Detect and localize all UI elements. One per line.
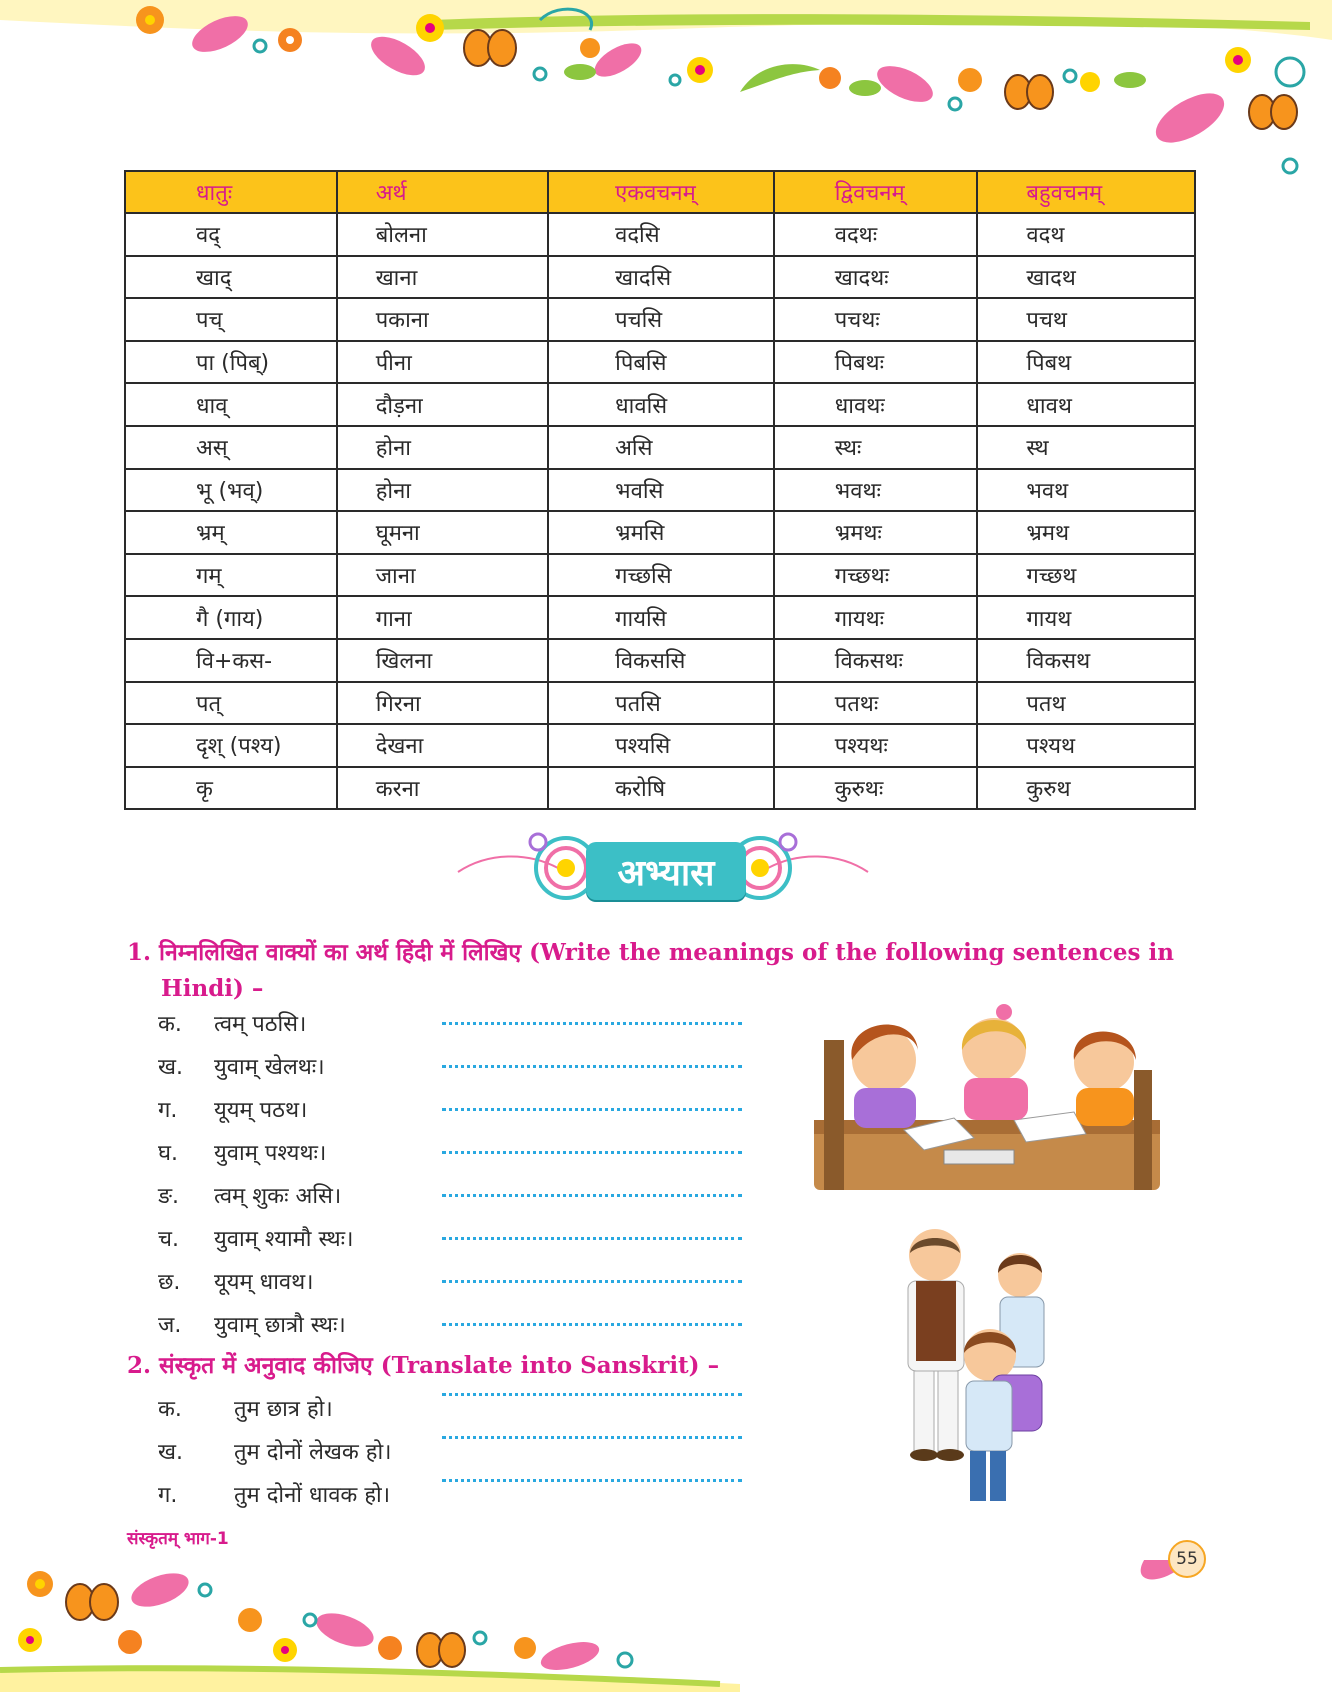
table-cell: पतथः [774, 682, 978, 725]
table-cell: विकसथः [774, 639, 978, 682]
question-2-title: 2. संस्कृत में अनुवाद कीजिए (Translate into Sanskrit) – [127, 1352, 720, 1379]
swirl-icon [254, 9, 1304, 173]
item-label: क. [158, 1012, 182, 1037]
table-cell: वदसि [548, 213, 774, 256]
page-number: 55 [1168, 1540, 1206, 1578]
table-cell: भ्रम् [125, 511, 337, 554]
table-cell: बोलना [337, 213, 548, 256]
question-1-title [127, 935, 1197, 1007]
item-text: यूयम् पठथ। [214, 1098, 308, 1123]
table-cell: पश्यथः [774, 724, 978, 767]
butterfly-icon [66, 1584, 465, 1667]
table-cell: पत् [125, 682, 337, 725]
item-label: ख. [158, 1440, 183, 1465]
table-row [125, 596, 1195, 639]
item-label: क. [158, 1397, 182, 1422]
table-cell: गच्छथ [977, 554, 1195, 597]
table-cell: होना [337, 469, 548, 512]
table-header-row [125, 171, 1195, 213]
table-row [125, 511, 1195, 554]
table-cell: करना [337, 767, 548, 810]
table-row [125, 724, 1195, 767]
item-label: ज. [158, 1313, 182, 1338]
table-cell: भ्रमसि [548, 511, 774, 554]
table-cell: घूमना [337, 511, 548, 554]
item-label: च. [158, 1227, 179, 1252]
item-text: युवाम् पश्यथः। [214, 1141, 327, 1166]
table-cell: भ्रमथः [774, 511, 978, 554]
table-cell: भवथ [977, 469, 1195, 512]
table-header-cell: द्विवचनम् [774, 171, 978, 213]
table-row [125, 682, 1195, 725]
item-text: युवाम् श्यामौ स्थः। [214, 1227, 354, 1252]
table-cell: भ्रमथ [977, 511, 1195, 554]
table-cell: पचथ [977, 298, 1195, 341]
table-cell: पचथः [774, 298, 978, 341]
table-header-cell: धातुः [125, 171, 337, 213]
table-cell: स्थः [774, 426, 978, 469]
answer-line[interactable] [442, 1280, 742, 1283]
table-cell: पश्यसि [548, 724, 774, 767]
table-cell: धावथः [774, 383, 978, 426]
table-row [125, 383, 1195, 426]
table-cell: पकाना [337, 298, 548, 341]
table-cell: भू (भव्) [125, 469, 337, 512]
petal-decor-icon [127, 1567, 602, 1676]
book-title: संस्कृतम् भाग-1 [127, 1529, 229, 1549]
item-text: तुम दोनों धावक हो। [234, 1483, 391, 1508]
table-cell: खाना [337, 256, 548, 299]
item-label: ग. [158, 1483, 178, 1508]
table-cell: गच्छसि [548, 554, 774, 597]
dhatu-table [124, 170, 1196, 810]
answer-line[interactable] [442, 1393, 742, 1396]
table-cell: धावथ [977, 383, 1195, 426]
table-row [125, 256, 1195, 299]
item-label: ग. [158, 1098, 178, 1123]
table-row [125, 767, 1195, 810]
table-cell: गायथः [774, 596, 978, 639]
answer-line[interactable] [442, 1323, 742, 1326]
question-1-title-line1: 1. निम्नलिखित वाक्यों का अर्थ हिंदी में लिखिए (Write the meanings of the following sentences in [127, 939, 1174, 966]
answer-line[interactable] [442, 1108, 742, 1111]
item-text: त्वम् शुकः असि। [214, 1184, 342, 1209]
answer-line[interactable] [442, 1065, 742, 1068]
table-cell: भवसि [548, 469, 774, 512]
table-cell: खादसि [548, 256, 774, 299]
table-cell: पश्यथ [977, 724, 1195, 767]
table-cell: दृश् (पश्य) [125, 724, 337, 767]
answer-line[interactable] [442, 1479, 742, 1482]
table-cell: धावसि [548, 383, 774, 426]
table-cell: पतसि [548, 682, 774, 725]
table-cell: पच् [125, 298, 337, 341]
answer-line[interactable] [442, 1022, 742, 1025]
table-cell: गम् [125, 554, 337, 597]
item-text: यूयम् धावथ। [214, 1270, 314, 1295]
table-header-cell: बहुवचनम् [977, 171, 1195, 213]
table-cell: विकससि [548, 639, 774, 682]
table-cell: असि [548, 426, 774, 469]
children-studying-illustration [814, 1000, 1160, 1200]
table-cell: खिलना [337, 639, 548, 682]
table-cell: धाव् [125, 383, 337, 426]
table-cell: देखना [337, 724, 548, 767]
item-label: ख. [158, 1055, 183, 1080]
table-cell: खादथः [774, 256, 978, 299]
item-text: युवाम् छात्रौ स्थः। [214, 1313, 346, 1338]
table-cell: वि+कस- [125, 639, 337, 682]
leaf-icon [564, 64, 1146, 96]
table-cell: गाना [337, 596, 548, 639]
table-cell: विकसथ [977, 639, 1195, 682]
table-cell: वदथ [977, 213, 1195, 256]
table-cell: पतथ [977, 682, 1195, 725]
table-cell: गै (गाय) [125, 596, 337, 639]
table-cell: स्थ [977, 426, 1195, 469]
table-cell: पिबथ [977, 341, 1195, 384]
item-label: ङ. [158, 1184, 180, 1209]
table-cell: करोषि [548, 767, 774, 810]
table-cell: कुरुथः [774, 767, 978, 810]
table-cell: गच्छथः [774, 554, 978, 597]
answer-line[interactable] [442, 1151, 742, 1154]
item-label: घ. [158, 1141, 178, 1166]
teacher-students-illustration [880, 1215, 1080, 1515]
table-row [125, 554, 1195, 597]
table-cell: खाद् [125, 256, 337, 299]
item-text: युवाम् खेलथः। [214, 1055, 325, 1080]
item-text: तुम छात्र हो। [234, 1397, 333, 1422]
table-cell: खादथ [977, 256, 1195, 299]
question-1-title-line2: Hindi) – [161, 975, 264, 1002]
answer-line[interactable] [442, 1194, 742, 1197]
table-cell: होना [337, 426, 548, 469]
abhyas-heading: अभ्यास [586, 842, 746, 900]
table-cell: जाना [337, 554, 548, 597]
table-cell: पिबसि [548, 341, 774, 384]
table-cell: पचसि [548, 298, 774, 341]
item-text: त्वम् पठसि। [214, 1012, 307, 1037]
table-cell: वद् [125, 213, 337, 256]
item-text: तुम दोनों लेखक हो। [234, 1440, 392, 1465]
table-cell: पा (पिब्) [125, 341, 337, 384]
table-cell: वदथः [774, 213, 978, 256]
table-row [125, 426, 1195, 469]
table-header-cell: अर्थ [337, 171, 548, 213]
table-row [125, 213, 1195, 256]
table-cell: भवथः [774, 469, 978, 512]
table-cell: गिरना [337, 682, 548, 725]
table-cell: दौड़ना [337, 383, 548, 426]
table-row [125, 341, 1195, 384]
table-cell: पीना [337, 341, 548, 384]
table-cell: कुरुथ [977, 767, 1195, 810]
table-cell: गायसि [548, 596, 774, 639]
top-decorative-banner [0, 0, 1332, 185]
table-header-cell: एकवचनम् [548, 171, 774, 213]
bottom-decorative-banner [0, 1560, 1332, 1692]
table-cell: पिबथः [774, 341, 978, 384]
table-cell: कृ [125, 767, 337, 810]
answer-line[interactable] [442, 1237, 742, 1240]
table-row [125, 298, 1195, 341]
table-row [125, 469, 1195, 512]
answer-line[interactable] [442, 1436, 742, 1439]
item-label: छ. [158, 1270, 181, 1295]
table-row [125, 639, 1195, 682]
table-cell: गायथ [977, 596, 1195, 639]
table-cell: अस् [125, 426, 337, 469]
